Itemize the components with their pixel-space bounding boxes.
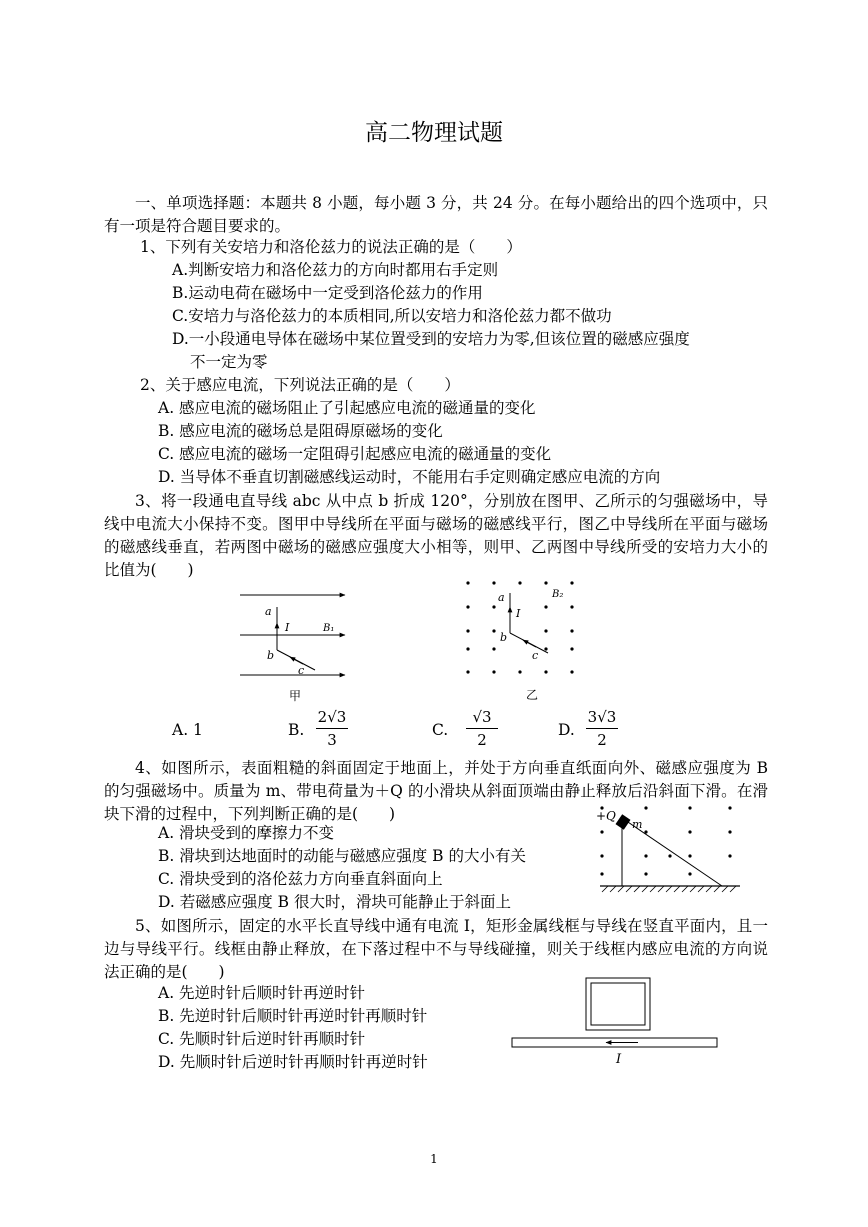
wire-bc-arrow bbox=[523, 640, 536, 647]
fraction-bar bbox=[586, 728, 618, 729]
q4-option-d: D. 若磁感应强度 B 很大时，滑块可能静止于斜面上 bbox=[158, 893, 511, 911]
q2-option-a: A. 感应电流的磁场阻止了引起感应电流的磁通量的变化 bbox=[158, 399, 536, 417]
q2-option-b: B. 感应电流的磁场总是阻碍原磁场的变化 bbox=[158, 422, 443, 440]
field-dots bbox=[600, 806, 731, 875]
page-number: 1 bbox=[430, 1152, 438, 1166]
page-title: 高二物理试题 bbox=[365, 120, 503, 146]
q1-option-c: C.安培力与洛伦兹力的本质相同,所以安培力和洛伦兹力都不做功 bbox=[172, 307, 612, 325]
q3-option-a: A. 1 bbox=[172, 721, 203, 739]
fraction-denominator: 2 bbox=[597, 731, 607, 749]
section-intro: 一、单项选择题：本题共 8 小题，每小题 3 分，共 24 分。在每小题给出的四个选项中，只有一项是符合题目要求的。 bbox=[104, 194, 768, 235]
q4-option-b: B. 滑块到达地面时的动能与磁感应强度 B 的大小有关 bbox=[158, 847, 526, 865]
figure-wire-loop bbox=[508, 975, 723, 1065]
wire-bc-arrow bbox=[290, 657, 303, 664]
q3-option-c-fraction bbox=[462, 708, 502, 749]
label-mass: m bbox=[632, 818, 643, 831]
label-a: a bbox=[498, 591, 505, 604]
label-current: I bbox=[616, 1052, 622, 1067]
q3-option-d-fraction bbox=[582, 708, 622, 749]
q4-text: 4、如图所示，表面粗糙的斜面固定于地面上，并处于方向垂直纸面向外、磁感应强度为 B 的匀强磁场中。质量为 m、带电荷量为＋Q 的小滑块从斜面顶端由静止释放后沿斜面下滑。在滑块下滑的过程中，下列判断正确的是( ) bbox=[104, 759, 768, 823]
fraction-numerator: 2√3 bbox=[317, 708, 347, 726]
fraction-denominator: 2 bbox=[477, 731, 487, 749]
q3-option-c-prefix: C. bbox=[432, 721, 449, 739]
ground-hatch bbox=[602, 886, 736, 892]
q5-text: 5、如图所示，固定的水平长直导线中通有电流 I，矩形金属线框与导线在竖直平面内，且一边与导线平行。线框由静止释放，在下落过程中不与导线碰撞，则关于线框内感应电流的方向说法正确的是( ) bbox=[104, 917, 768, 981]
fraction-numerator: √3 bbox=[472, 708, 492, 726]
q5-option-d: D. 先顺时针后逆时针再顺时针再逆时针 bbox=[158, 1053, 428, 1071]
q5-option-b: B. 先逆时针后顺时针再逆时针再顺时针 bbox=[158, 1007, 428, 1025]
fraction-bar bbox=[466, 728, 498, 729]
q1-option-a: A.判断安培力和洛伦兹力的方向时都用右手定则 bbox=[172, 261, 499, 279]
fraction-numerator: 3√3 bbox=[587, 708, 617, 726]
label-b: b bbox=[267, 649, 275, 662]
q3-option-b-fraction bbox=[312, 708, 352, 749]
label-charge: +Q bbox=[596, 809, 616, 823]
q3-option-d-prefix: D. bbox=[558, 721, 575, 739]
slider-block bbox=[615, 814, 630, 830]
caption-jia: 甲 bbox=[288, 689, 302, 703]
q2-stem: 2、关于感应电流，下列说法正确的是（ ） bbox=[140, 376, 460, 394]
q4-option-a: A. 滑块受到的摩擦力不变 bbox=[158, 824, 335, 842]
fraction-bar bbox=[316, 728, 348, 729]
label-field: B₁ bbox=[323, 623, 335, 634]
q3-option-b-prefix: B. bbox=[288, 721, 305, 739]
q2-option-c: C. 感应电流的磁场一定阻碍引起感应电流的磁通量的变化 bbox=[158, 445, 552, 463]
fraction-denominator: 3 bbox=[327, 731, 337, 749]
q4-option-c: C. 滑块受到的洛伦兹力方向垂直斜面向上 bbox=[158, 870, 443, 888]
q5-option-a: A. 先逆时针后顺时针再逆时针 bbox=[158, 984, 366, 1002]
q1-option-d-line2: 不一定为零 bbox=[190, 353, 268, 371]
q2-option-d: D. 当导体不垂直切割磁感线运动时，不能用右手定则确定感应电流的方向 bbox=[158, 468, 661, 486]
label-field: B₂ bbox=[552, 589, 564, 600]
label-b: b bbox=[500, 631, 508, 644]
caption-yi: 乙 bbox=[525, 688, 539, 702]
q1-option-b: B.运动电荷在磁场中一定受到洛伦兹力的作用 bbox=[172, 284, 483, 302]
label-i: I bbox=[516, 607, 521, 620]
loop-inner bbox=[591, 983, 645, 1025]
label-a: a bbox=[265, 605, 272, 618]
q5-option-c: C. 先顺时针后逆时针再顺时针 bbox=[158, 1030, 366, 1048]
label-i: I bbox=[285, 621, 290, 634]
q3-text: 3、将一段通电直导线 abc 从中点 b 折成 120°，分别放在图甲、乙所示的匀强磁场中，导线中电流大小保持不变。图甲中导线所在平面与磁场的磁感线平行，图乙中导线所在平面与磁场的磁感线垂直，若两图中磁场的磁感应强度大小相等，则甲、乙两图中导线所受的安培力大小的比值为( ) bbox=[104, 492, 768, 579]
figure-yi bbox=[458, 575, 588, 702]
q1-stem: 1、下列有关安培力和洛伦兹力的说法正确的是（ ） bbox=[140, 238, 522, 256]
figure-incline bbox=[590, 800, 760, 900]
label-c: c bbox=[532, 649, 539, 662]
q1-option-d-line1: D.一小段通电导体在磁场中某位置受到的安培力为零,但该位置的磁感应强度 bbox=[172, 330, 690, 348]
loop-outer bbox=[586, 978, 650, 1030]
label-c: c bbox=[298, 664, 305, 677]
figure-jia bbox=[235, 585, 355, 703]
